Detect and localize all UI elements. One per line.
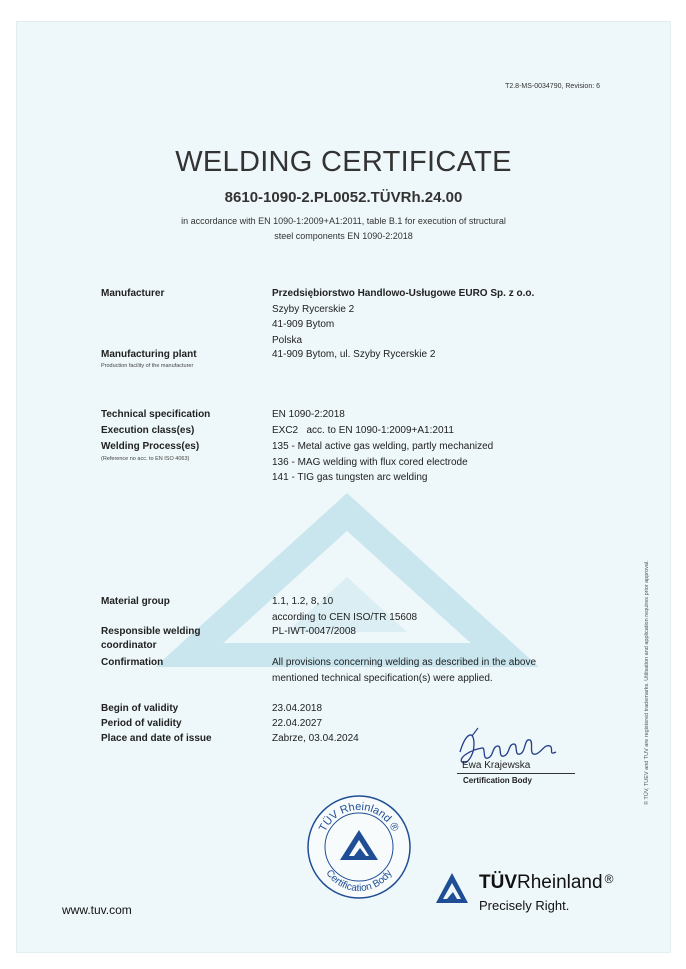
certification-stamp-icon — [306, 794, 412, 900]
tuv-logo-icon — [435, 871, 469, 905]
processes-label: Welding Process(es) — [101, 441, 200, 452]
processes-sublabel: (Reference no acc. to EN ISO 4063) — [101, 456, 190, 462]
plant-label: Manufacturing plant — [101, 349, 197, 360]
website-link[interactable]: www.tuv.com — [62, 903, 132, 917]
accordance-text — [17, 214, 670, 244]
brand-tagline: Precisely Right. — [479, 898, 570, 913]
tech-spec-value: EN 1090-2:2018 — [272, 409, 345, 420]
manufacturer-value — [272, 286, 534, 348]
plant-sublabel: Production facility of the manufacturer — [101, 363, 194, 369]
exec-class-label: Execution class(es) — [101, 425, 195, 436]
plant-value: 41-909 Bytom, ul. Szyby Rycerskie 2 — [272, 349, 436, 360]
manufacturer-line: Polska — [272, 334, 303, 346]
accordance-line: steel components EN 1090-2:2018 — [274, 231, 413, 241]
stamp-bottom-text: Certification Body — [323, 868, 395, 895]
tech-spec-label: Technical specification — [101, 409, 211, 420]
confirmation-label: Confirmation — [101, 657, 164, 668]
certificate-title: WELDING CERTIFICATE — [175, 146, 512, 178]
begin-label: Begin of validity — [101, 703, 179, 714]
material-value — [272, 594, 417, 625]
accordance-line: in accordance with EN 1090-1:2009+A1:2011, table B.1 for execution of structural — [181, 216, 506, 226]
manufacturer-line: Szyby Rycerskie 2 — [272, 303, 355, 315]
material-line: 1.1, 1.2, 8, 10 — [272, 596, 334, 607]
signatory-name: Ewa Krajewska — [462, 760, 531, 771]
certificate-number: 8610-1090-2.PL0052.TÜVRh.24.00 — [224, 189, 463, 206]
process-item: 141 - TIG gas tungsten arc welding — [272, 472, 428, 483]
brand-registered: ® — [604, 872, 614, 886]
confirmation-line: mentioned technical specification(s) were applied. — [272, 672, 493, 684]
signature-line — [457, 773, 575, 774]
confirmation-line: All provisions concerning welding as described in the above — [272, 657, 537, 668]
certificate-page — [17, 22, 670, 952]
manufacturer-line: Przedsiębiorstwo Handlowo-Usługowe EURO Sp. z o.o. — [272, 288, 535, 299]
processes-value — [272, 439, 493, 486]
document-reference: T2.8-MS-0034790, Revision: 6 — [505, 83, 600, 90]
signatory-role: Certification Body — [463, 776, 532, 785]
trademark-note — [641, 505, 651, 805]
brand-rest: Rheinland — [517, 872, 603, 893]
period-label: Period of validity — [101, 718, 182, 729]
material-label: Material group — [101, 596, 170, 607]
stamp-top-text: TÜV Rheinland ® — [316, 800, 401, 834]
manufacturer-label: Manufacturer — [101, 288, 165, 299]
issue-value: Zabrze, 03.04.2024 — [272, 733, 359, 744]
exec-class-value: EXC2 acc. to EN 1090-1:2009+A1:2011 — [272, 425, 454, 436]
brand-bold: TÜV — [479, 872, 517, 893]
brand-name — [479, 872, 613, 894]
process-item: 135 - Metal active gas welding, partly mechanized — [272, 441, 494, 452]
begin-value: 23.04.2018 — [272, 703, 323, 714]
material-line: according to CEN ISO/TR 15608 — [272, 611, 418, 623]
trademark-note-text: © TÜV, TUEV and TUV are registered trademarks. Utilisation and application requires prior approval. — [644, 560, 650, 805]
coordinator-value: PL-IWT-0047/2008 — [272, 626, 356, 637]
period-value: 22.04.2027 — [272, 718, 323, 729]
issue-label: Place and date of issue — [101, 733, 212, 744]
coordinator-label: Responsible welding coordinator — [101, 626, 201, 651]
confirmation-value — [272, 655, 536, 686]
process-item: 136 - MAG welding with flux cored electrode — [272, 456, 468, 468]
manufacturer-line: 41-909 Bytom — [272, 319, 335, 330]
